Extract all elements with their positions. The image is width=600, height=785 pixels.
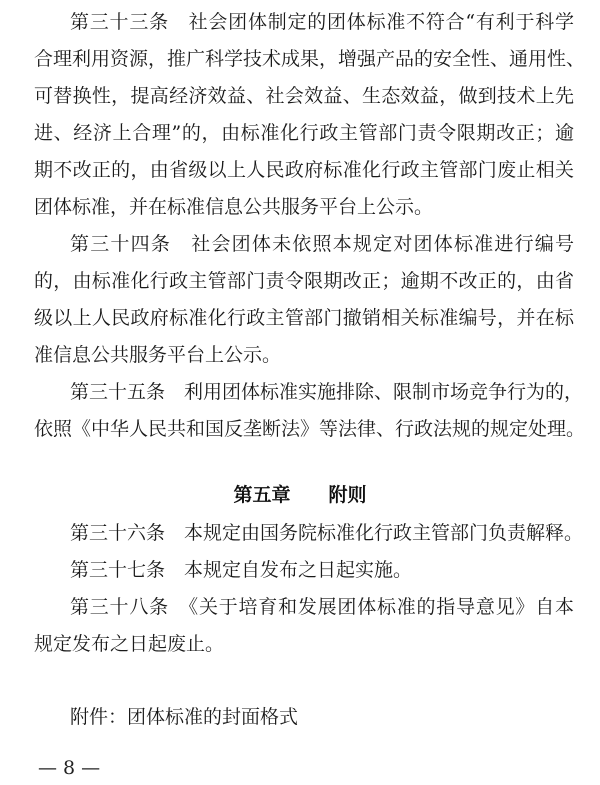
article-35-line-2: 依照《中华人民共和国反垄断法》等法律、行政法规的规定处理。 xyxy=(34,418,586,440)
article-38-line-2: 规定发布之日起废止。 xyxy=(34,633,225,655)
article-33-line-1: 第三十三条 社会团体制定的团体标准不符合“有利于科学 xyxy=(70,11,574,33)
article-38-line-1: 第三十八条 《关于培育和发展团体标准的指导意见》自本 xyxy=(70,596,574,618)
chapter-title: 第五章 附则 xyxy=(233,484,367,506)
article-35-line-1: 第三十五条 利用团体标准实施排除、限制市场竞争行为的， xyxy=(70,381,584,403)
article-33-line-2: 合理利用资源，推广科学技术成果，增强产品的安全性、通用性、 xyxy=(34,48,586,70)
article-33-line-5: 期不改正的，由省级以上人民政府标准化行政主管部门废止相关 xyxy=(34,159,574,181)
page-number: — 8 — xyxy=(38,757,101,779)
article-34-line-1: 第三十四条 社会团体未依照本规定对团体标准进行编号 xyxy=(70,233,574,255)
article-34-line-3: 级以上人民政府标准化行政主管部门撤销相关标准编号，并在标 xyxy=(34,307,574,329)
chapter-heading xyxy=(0,483,600,507)
article-34-line-4: 准信息公共服务平台上公示。 xyxy=(34,344,282,366)
article-33-line-6: 团体标准，并在标准信息公共服务平台上公示。 xyxy=(34,196,434,218)
article-33-line-3: 可替换性，提高经济效益、社会效益、生态效益，做到技术上先 xyxy=(34,85,574,107)
article-33-line-4: 进、经济上合理”的，由标准化行政主管部门责令限期改正；逾 xyxy=(34,122,574,144)
article-34-line-2: 的，由标准化行政主管部门责令限期改正；逾期不改正的，由省 xyxy=(34,270,574,292)
article-37-line-1: 第三十七条 本规定自发布之日起实施。 xyxy=(70,559,413,581)
attachment-note: 附件：团体标准的封面格式 xyxy=(70,706,299,728)
article-36-line-1: 第三十六条 本规定由国务院标准化行政主管部门负责解释。 xyxy=(70,522,584,544)
